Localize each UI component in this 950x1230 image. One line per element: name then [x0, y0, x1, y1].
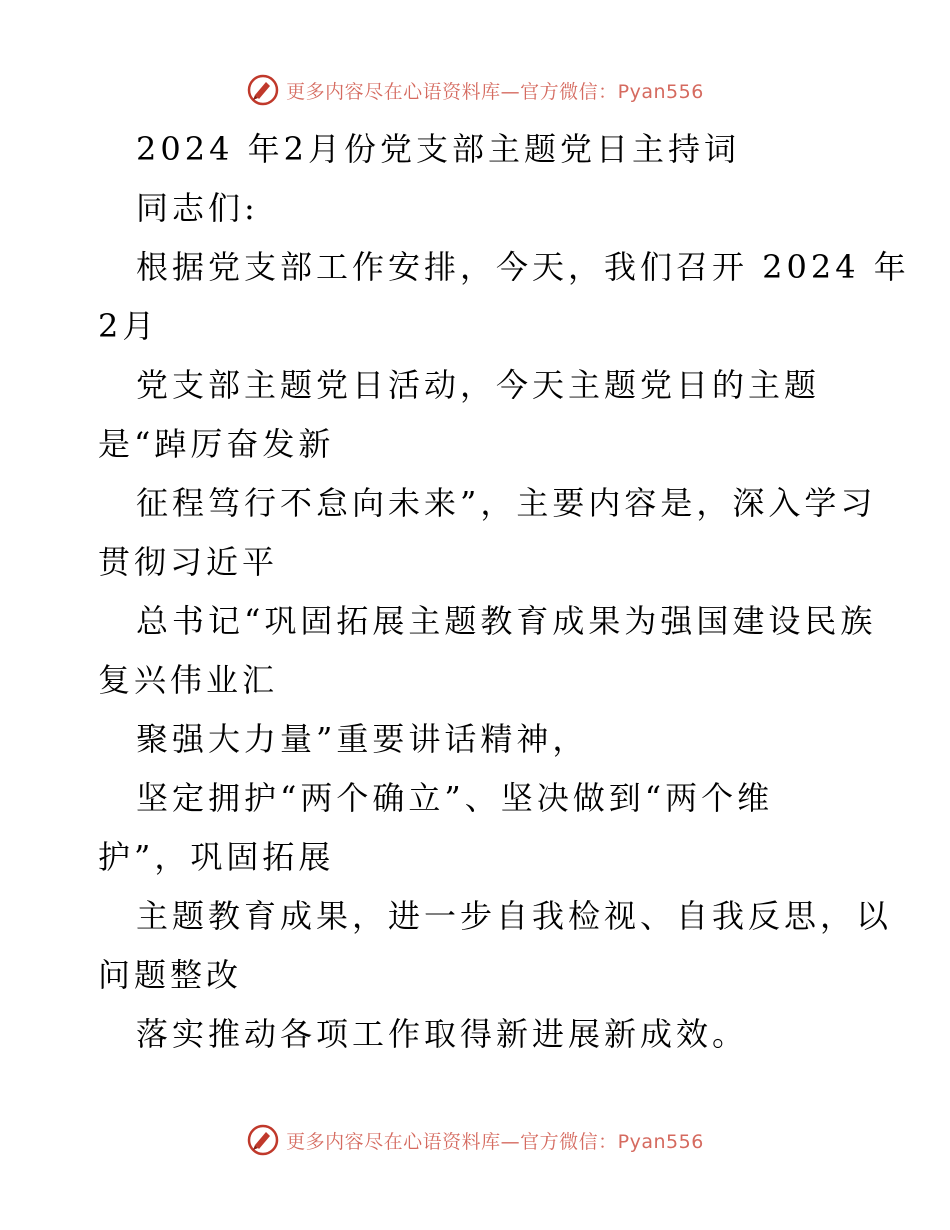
- paragraph-line: 2月: [98, 307, 159, 345]
- header-watermark: [0, 72, 950, 108]
- watermark-text: 更多内容尽在心语资料库—官方微信：Pyan556: [286, 1130, 704, 1153]
- paragraph-line: 是“踔厉奋发新: [98, 425, 335, 463]
- paragraph-line: 总书记“巩固拓展主题教育成果为强国建设民族: [136, 602, 877, 640]
- paragraph-line: 复兴伟业汇: [98, 661, 279, 699]
- footer-watermark: [0, 1122, 950, 1158]
- logo-icon: [246, 1123, 280, 1157]
- paragraph-line: 问题整改: [98, 956, 243, 994]
- paragraph-line: 主题教育成果，进一步自我检视、自我反思，以: [136, 897, 893, 935]
- logo-icon: [246, 73, 280, 107]
- paragraph-line: 同志们:: [136, 189, 259, 227]
- paragraph-line: 贯彻习近平: [98, 543, 279, 581]
- document-body: [98, 120, 910, 1064]
- watermark-text: 更多内容尽在心语资料库—官方微信：Pyan556: [286, 80, 704, 103]
- paragraph-line: 护”，巩固拓展: [98, 838, 335, 876]
- paragraph-line: 征程笃行不怠向未来”，主要内容是，深入学习: [136, 484, 877, 522]
- paragraph-line: 坚定拥护“两个确立”、坚决做到“两个维: [136, 779, 774, 817]
- document-title: 2024 年2月份党支部主题党日主持词: [136, 130, 740, 168]
- paragraph-line: 落实推动各项工作取得新进展新成效。: [136, 1015, 749, 1053]
- paragraph-line: 根据党支部工作安排，今天，我们召开 2024 年: [136, 248, 910, 286]
- paragraph-line: 聚强大力量”重要讲话精神，: [136, 720, 589, 758]
- paragraph-line: 党支部主题党日活动，今天主题党日的主题: [136, 366, 821, 404]
